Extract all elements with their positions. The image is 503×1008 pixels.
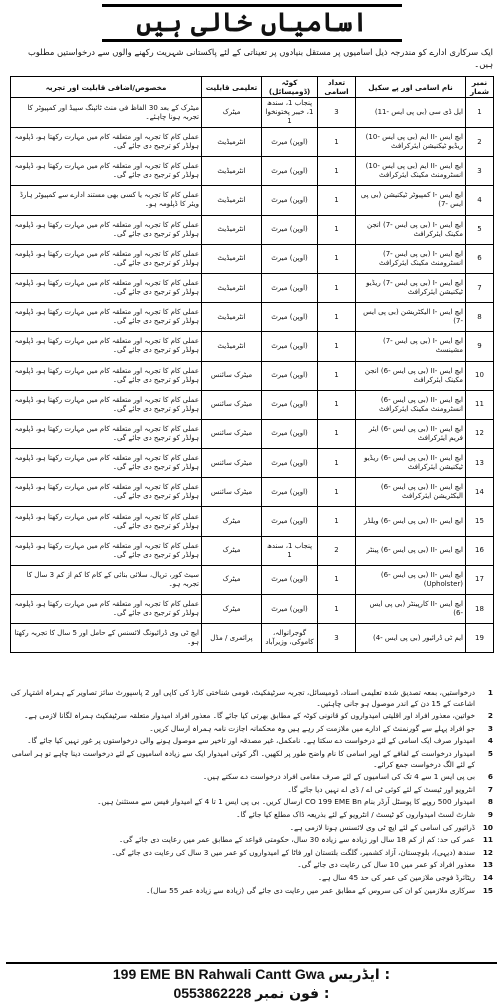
- quota-cell: گوجرانوالہ، کاموکی، وزیرآباد: [262, 624, 318, 653]
- table-row: [11, 624, 494, 653]
- instruction-item: [10, 724, 493, 735]
- post-name-cell: ایچ ایس -I (بی پی ایس -7) انسٹرومنٹ مکینک ایئرکرافٹ: [356, 244, 466, 273]
- serial-number-cell: 14: [466, 478, 494, 507]
- instruction-text: امیدوار صرف ایک اسامی کے لئے درخواست دے سکتا ہے۔ نامکمل، غیر مصدقہ اور تاخیر سے موصول ہونے والی درخواستوں پر غور نہیں کیا جائے گا۔: [27, 736, 475, 746]
- instruction-item: [10, 711, 493, 722]
- instruction-item: [10, 785, 493, 796]
- post-name-cell: ایچ ایس -I (بی پی ایس -7) ریڈیو ٹیکنیشن ایئرکرافٹ: [356, 273, 466, 302]
- qualification-cell: میٹرک سائنس: [202, 449, 262, 478]
- table-row: [11, 478, 494, 507]
- instruction-text: سرکاری ملازمین کو ان کی سروس کے مطابق عمر میں رعایت دی جائے گی (زیادہ سے زیادہ عمر 55 سال)۔: [146, 885, 475, 895]
- instruction-number: 12: [482, 847, 493, 857]
- quota-cell: (اوپن) میرٹ: [262, 215, 318, 244]
- instruction-item: [10, 772, 493, 783]
- post-name-cell: ایچ ایس -II کارپینٹر (بی پی ایس -6): [356, 595, 466, 624]
- table-row: [11, 303, 494, 332]
- post-name-cell: ایچ ایس -II (بی پی ایس -6) ریڈیو ٹیکنیشن ایئرکرافٹ: [356, 449, 466, 478]
- experience-cell: میٹرک کے بعد 30 الفاظ فی منٹ ٹائپنگ سپیڈ اور کمپیوٹر کا تجربہ ہونا چاہئے۔: [11, 98, 202, 128]
- table-header-row: [11, 77, 494, 98]
- serial-number-cell: 5: [466, 215, 494, 244]
- instruction-item: [10, 835, 493, 846]
- table-row: [11, 128, 494, 157]
- instruction-number: 13: [482, 860, 493, 870]
- post-count-cell: 1: [318, 303, 356, 332]
- quota-cell: (اوپن) میرٹ: [262, 361, 318, 390]
- page-title: اسامیاں خالی ہیں: [102, 4, 402, 42]
- header-count: تعداد اسامی: [318, 77, 356, 98]
- post-name-cell: ایچ ایس -II (بی پی ایس -6) (Upholster): [356, 565, 466, 594]
- post-count-cell: 1: [318, 157, 356, 186]
- serial-number-cell: 13: [466, 449, 494, 478]
- post-count-cell: 1: [318, 419, 356, 448]
- post-name-cell: ایچ ایس -II (بی پی ایس -6) پینٹر: [356, 536, 466, 565]
- table-row: [11, 507, 494, 536]
- instruction-number: 4: [487, 736, 493, 746]
- instruction-item: [10, 688, 493, 709]
- instruction-item: [10, 823, 493, 834]
- post-name-cell: ایچ ایس -II (بی پی ایس -6) الیکٹریشن ایئرکرافٹ: [356, 478, 466, 507]
- serial-number-cell: 12: [466, 419, 494, 448]
- experience-cell: عملی کام کا تجربہ اور متعلقہ کام میں مہارت رکھتا ہو، ڈپلومہ ہولڈر کو ترجیح دی جائے گی۔: [11, 244, 202, 273]
- table-row: [11, 565, 494, 594]
- instruction-text: امیدوار 500 روپے کا پوسٹل آرڈر بنام CO 199 EME Bn ارسال کریں۔ بی پی ایس 1 تا 4 کے امیدوار فیس سے مستثنیٰ ہیں۔: [97, 797, 475, 807]
- table-row: [11, 449, 494, 478]
- serial-number-cell: 1: [466, 98, 494, 128]
- table-row: [11, 361, 494, 390]
- post-count-cell: 1: [318, 449, 356, 478]
- instruction-text: ڈرائیور کی اسامی کے لئے ایچ ٹی وی لائسنس ہونا لازمی ہے۔: [289, 822, 475, 832]
- table-row: [11, 273, 494, 302]
- quota-cell: (اوپن) میرٹ: [262, 478, 318, 507]
- post-name-cell: ایچ ایس -I کمپیوٹر ٹیکنیشن (بی پی ایس -7): [356, 186, 466, 215]
- table-row: [11, 332, 494, 361]
- instruction-number: 11: [482, 835, 493, 845]
- post-count-cell: 1: [318, 507, 356, 536]
- serial-number-cell: 10: [466, 361, 494, 390]
- experience-cell: عملی کام کا تجربہ یا کسی بھی مستند ادارے سے کمپیوٹر ہارڈ ویئر کا ڈپلومہ ہو۔: [11, 186, 202, 215]
- quota-cell: (اوپن) میرٹ: [262, 449, 318, 478]
- instruction-text: جو افراد پہلے سے گورنمنٹ کے ادارے میں ملازمت کر رہے ہیں وہ محکمانہ اجازت نامہ ہمراہ ارسال کریں۔: [149, 723, 475, 733]
- serial-number-cell: 7: [466, 273, 494, 302]
- instruction-text: عمر کی حد: کم از کم 18 سال اور زیادہ سے زیادہ 30 سال، حکومتی قواعد کے مطابق عمر میں رعایت دی جائے گی۔: [118, 835, 475, 845]
- table-row: [11, 98, 494, 128]
- table-row: [11, 419, 494, 448]
- instruction-text: سندھ (دیہی)، بلوچستان، آزاد کشمیر، گلگت بلتستان اور فاٹا کے امیدواروں کو عمر میں 3 سال کی رعایت دی جائے گی۔: [111, 847, 475, 857]
- instruction-number: 6: [487, 772, 493, 782]
- post-count-cell: 1: [318, 478, 356, 507]
- qualification-cell: انٹرمیڈیٹ: [202, 157, 262, 186]
- post-name-cell: ایچ ایس -II (بی پی ایس -6) ایئر فریم ایئرکرافٹ: [356, 419, 466, 448]
- instruction-number: 7: [487, 784, 493, 794]
- instruction-item: [10, 860, 493, 871]
- post-count-cell: 3: [318, 624, 356, 653]
- experience-cell: عملی کام کا تجربہ اور متعلقہ کام میں مہارت رکھتا ہو، ڈپلومہ ہولڈر کو ترجیح دی جائے گی۔: [11, 273, 202, 302]
- quota-cell: (اوپن) میرٹ: [262, 186, 318, 215]
- qualification-cell: میٹرک: [202, 536, 262, 565]
- address-line: [113, 966, 390, 983]
- post-count-cell: 1: [318, 273, 356, 302]
- quota-cell: (اوپن) میرٹ: [262, 273, 318, 302]
- post-name-cell: ایچ ایس -I (بی پی ایس -7) مشینسٹ: [356, 332, 466, 361]
- quota-cell: (اوپن) میرٹ: [262, 565, 318, 594]
- experience-cell: عملی کام کا تجربہ اور متعلقہ کام میں مہارت رکھتا ہو، ڈپلومہ ہولڈر کو ترجیح دی جائے گی۔: [11, 128, 202, 157]
- header-qualification: تعلیمی قابلیت: [202, 77, 262, 98]
- qualification-cell: میٹرک سائنس: [202, 390, 262, 419]
- post-count-cell: 1: [318, 361, 356, 390]
- serial-number-cell: 2: [466, 128, 494, 157]
- post-count-cell: 1: [318, 128, 356, 157]
- instruction-item: [10, 848, 493, 859]
- post-count-cell: 1: [318, 215, 356, 244]
- quota-cell: (اوپن) میرٹ: [262, 157, 318, 186]
- header-name: نام اسامی اور پے سکیل: [356, 77, 466, 98]
- table-row: [11, 186, 494, 215]
- instruction-text: ریٹائرڈ فوجی ملازمین کی عمر کی حد 45 سال ہے۔: [317, 872, 475, 882]
- quota-cell: (اوپن) میرٹ: [262, 303, 318, 332]
- experience-cell: ایچ ٹی وی ڈرائیونگ لائسنس کے حامل اور 5 سال کا تجربہ رکھتا ہو۔: [11, 624, 202, 653]
- instruction-number: 14: [482, 872, 493, 882]
- experience-cell: عملی کام کا تجربہ اور متعلقہ کام میں مہارت رکھتا ہو، ڈپلومہ ہولڈر کو ترجیح دی جائے گی۔: [11, 157, 202, 186]
- quota-cell: (اوپن) میرٹ: [262, 419, 318, 448]
- post-name-cell: ایچ ایس -I الیکٹریشن (بی پی ایس -7): [356, 303, 466, 332]
- qualification-cell: انٹرمیڈیٹ: [202, 332, 262, 361]
- table-row: [11, 390, 494, 419]
- serial-number-cell: 11: [466, 390, 494, 419]
- instruction-number: 10: [482, 822, 493, 832]
- qualification-cell: انٹرمیڈیٹ: [202, 273, 262, 302]
- header-quota: کوٹہ (ڈومیسائل): [262, 77, 318, 98]
- qualification-cell: میٹرک: [202, 595, 262, 624]
- experience-cell: عملی کام کا تجربہ اور متعلقہ کام میں مہارت رکھتا ہو، ڈپلومہ ہولڈر کو ترجیح دی جائے گی۔: [11, 536, 202, 565]
- post-name-cell: ایچ ایس -I (بی پی ایس -7) انجن مکینک ایئرکرافٹ: [356, 215, 466, 244]
- instruction-item: [10, 873, 493, 884]
- serial-number-cell: 17: [466, 565, 494, 594]
- phone-value: 0553862228: [173, 985, 252, 1001]
- experience-cell: عملی کام کا تجربہ اور متعلقہ کام میں مہارت رکھتا ہو، ڈپلومہ ہولڈر کو ترجیح دی جائے گی۔: [11, 419, 202, 448]
- serial-number-cell: 6: [466, 244, 494, 273]
- experience-cell: عملی کام کا تجربہ اور متعلقہ کام میں مہارت رکھتا ہو، ڈپلومہ ہولڈر کو ترجیح دی جائے گی۔: [11, 390, 202, 419]
- instruction-text: درخواستیں، بمعہ تصدیق شدہ تعلیمی اسناد، ڈومیسائل، تجربہ سرٹیفکیٹ، قومی شناختی کارڈ کی کاپی اور 2 پاسپورٹ سائز تصاویر کے ہمراہ اشتہار کی اشاعت کے 15 دن کے اندر موصول ہو جانی چاہئیں۔: [10, 688, 475, 708]
- post-count-cell: 1: [318, 390, 356, 419]
- post-count-cell: 1: [318, 186, 356, 215]
- qualification-cell: انٹرمیڈیٹ: [202, 186, 262, 215]
- qualification-cell: میٹرک سائنس: [202, 478, 262, 507]
- address-box: [6, 962, 497, 1004]
- experience-cell: عملی کام کا تجربہ اور متعلقہ کام میں مہارت رکھتا ہو، ڈپلومہ ہولڈر کو ترجیح دی جائے گی۔: [11, 215, 202, 244]
- qualification-cell: میٹرک سائنس: [202, 419, 262, 448]
- qualification-cell: میٹرک: [202, 507, 262, 536]
- experience-cell: عملی کام کا تجربہ اور متعلقہ کام میں مہارت رکھتا ہو، ڈپلومہ ہولڈر کو ترجیح دی جائے گی۔: [11, 361, 202, 390]
- qualification-cell: میٹرک: [202, 98, 262, 128]
- header-experience: مخصوص/اضافی قابلیت اور تجربہ: [11, 77, 202, 98]
- serial-number-cell: 4: [466, 186, 494, 215]
- post-name-cell: ایچ ایس -II (بی پی ایس -6) انجن مکینک ایئرکرافٹ: [356, 361, 466, 390]
- post-count-cell: 2: [318, 536, 356, 565]
- instruction-item: [10, 797, 493, 808]
- instruction-text: شارٹ لسٹ امیدواروں کو ٹیسٹ / انٹرویو کے لئے بذریعہ ڈاک مطلع کیا جائے گا۔: [236, 809, 475, 819]
- experience-cell: عملی کام کا تجربہ اور متعلقہ کام میں مہارت رکھتا ہو، ڈپلومہ ہولڈر کو ترجیح دی جائے گی۔: [11, 507, 202, 536]
- phone-line: [173, 985, 329, 1002]
- experience-cell: سیٹ کور، ترپال، سلائی بنائی کے کام کا کم از کم 3 سال کا تجربہ ہو۔: [11, 565, 202, 594]
- table-row: [11, 595, 494, 624]
- intro-text: ایک سرکاری ادارے کو مندرجہ ذیل اسامیوں پر مستقل بنیادوں پر تعیناتی کے لئے پاکستانی شہریت رکھنے والوں سے درخواستیں مطلوب ہیں۔: [27, 47, 493, 69]
- instruction-item: [10, 886, 493, 897]
- experience-cell: عملی کام کا تجربہ اور متعلقہ کام میں مہارت رکھتا ہو، ڈپلومہ ہولڈر کو ترجیح دی جائے گی۔: [11, 303, 202, 332]
- qualification-cell: میٹرک سائنس: [202, 361, 262, 390]
- quota-cell: پنجاب 1، سندھ 1، خیبر پختونخوا 1: [262, 98, 318, 128]
- post-name-cell: ایچ ایس -II ایم (بی پی ایس -10) ریڈیو ٹیکنیشن ایئرکرافٹ: [356, 128, 466, 157]
- post-name-cell: ایچ ایس -II (بی پی ایس -6) ویلڈر: [356, 507, 466, 536]
- serial-number-cell: 16: [466, 536, 494, 565]
- instruction-text: انٹرویو اور ٹیسٹ کے لئے کوئی ٹی اے / ڈی اے نہیں دیا جائے گا۔: [287, 784, 475, 794]
- serial-number-cell: 19: [466, 624, 494, 653]
- vacancies-table: [10, 76, 494, 653]
- qualification-cell: پرائمری / مڈل: [202, 624, 262, 653]
- qualification-cell: انٹرمیڈیٹ: [202, 215, 262, 244]
- post-count-cell: 1: [318, 244, 356, 273]
- table-row: [11, 244, 494, 273]
- post-count-cell: 1: [318, 565, 356, 594]
- serial-number-cell: 3: [466, 157, 494, 186]
- qualification-cell: انٹرمیڈیٹ: [202, 244, 262, 273]
- address-label: ایڈریس :: [328, 967, 391, 983]
- quota-cell: (اوپن) میرٹ: [262, 332, 318, 361]
- quota-cell: (اوپن) میرٹ: [262, 244, 318, 273]
- instruction-text: بی پی ایس 1 سے 4 تک کی اسامیوں کے لئے صرف مقامی افراد درخواست دے سکتے ہیں۔: [202, 772, 475, 782]
- quota-cell: (اوپن) میرٹ: [262, 128, 318, 157]
- instruction-item: [10, 749, 493, 770]
- experience-cell: عملی کام کا تجربہ اور متعلقہ کام میں مہارت رکھتا ہو، ڈپلومہ ہولڈر کو ترجیح دی جائے گی۔: [11, 478, 202, 507]
- post-count-cell: 3: [318, 98, 356, 128]
- instruction-number: 9: [487, 809, 493, 819]
- post-name-cell: ایچ ایس -II (بی پی ایس -6) انسٹرومنٹ مکینک ایئرکرافٹ: [356, 390, 466, 419]
- serial-number-cell: 9: [466, 332, 494, 361]
- instruction-item: [10, 736, 493, 747]
- quota-cell: (اوپن) میرٹ: [262, 595, 318, 624]
- post-count-cell: 1: [318, 332, 356, 361]
- instruction-text: خواتین، معذور افراد اور اقلیتی امیدواروں کو قانونی کوٹہ کے مطابق بھرتی کیا جائے گا۔ معذور افراد امیدوار متعلقہ سرٹیفکیٹ ہمراہ لگانا لازمی ہے۔: [24, 711, 475, 721]
- instruction-number: 3: [487, 723, 493, 733]
- table-row: [11, 215, 494, 244]
- job-advertisement: [6, 4, 497, 1004]
- experience-cell: عملی کام کا تجربہ اور متعلقہ کام میں مہارت رکھتا ہو، ڈپلومہ ہولڈر کو ترجیح دی جائے گی۔: [11, 595, 202, 624]
- quota-cell: (اوپن) میرٹ: [262, 390, 318, 419]
- instruction-number: 2: [487, 711, 493, 721]
- instruction-text: امیدوار درخواست کے لفافے کے اوپر اسامی کا نام واضح طور پر لکھیں۔ اگر کوئی امیدوار ایک سے زیادہ اسامیوں کے لئے درخواست دینا چاہے تو ہر اسامی کے لئے الگ درخواست جمع کرائے۔: [11, 748, 475, 769]
- post-count-cell: 1: [318, 595, 356, 624]
- experience-cell: عملی کام کا تجربہ اور متعلقہ کام میں مہارت رکھتا ہو، ڈپلومہ ہولڈر کو ترجیح دی جائے گی۔: [11, 449, 202, 478]
- instruction-number: 15: [482, 885, 493, 895]
- qualification-cell: میٹرک: [202, 565, 262, 594]
- post-name-cell: ایچ ایس -II ایم (بی پی ایس -10) انسٹرومنٹ مکینک ایئرکرافٹ: [356, 157, 466, 186]
- quota-cell: پنجاب 1، سندھ 1: [262, 536, 318, 565]
- instruction-number: 1: [487, 688, 493, 697]
- phone-label: فون نمبر :: [255, 986, 330, 1002]
- post-name-cell: ایل ڈی سی (بی پی ایس -11): [356, 98, 466, 128]
- qualification-cell: انٹرمیڈیٹ: [202, 303, 262, 332]
- serial-number-cell: 18: [466, 595, 494, 624]
- experience-cell: عملی کام کا تجربہ اور متعلقہ کام میں مہارت رکھتا ہو، ڈپلومہ ہولڈر کو ترجیح دی جائے گی۔: [11, 332, 202, 361]
- serial-number-cell: 15: [466, 507, 494, 536]
- instructions-list: [10, 688, 493, 898]
- quota-cell: (اوپن) میرٹ: [262, 507, 318, 536]
- qualification-cell: انٹرمیڈیٹ: [202, 128, 262, 157]
- table-row: [11, 157, 494, 186]
- table-row: [11, 536, 494, 565]
- instruction-text: معذور افراد کو عمر میں 10 سال کی رعایت دی جائے گی۔: [297, 860, 475, 870]
- post-name-cell: ایم ٹی ڈرائیور (بی پی ایس -4): [356, 624, 466, 653]
- instruction-number: 8: [487, 797, 493, 807]
- instruction-number: 5: [487, 748, 493, 758]
- instruction-item: [10, 810, 493, 821]
- header-sno: نمبر شمار: [466, 77, 494, 98]
- serial-number-cell: 8: [466, 303, 494, 332]
- address-value: 199 EME BN Rahwali Cantt Gwa: [112, 966, 325, 982]
